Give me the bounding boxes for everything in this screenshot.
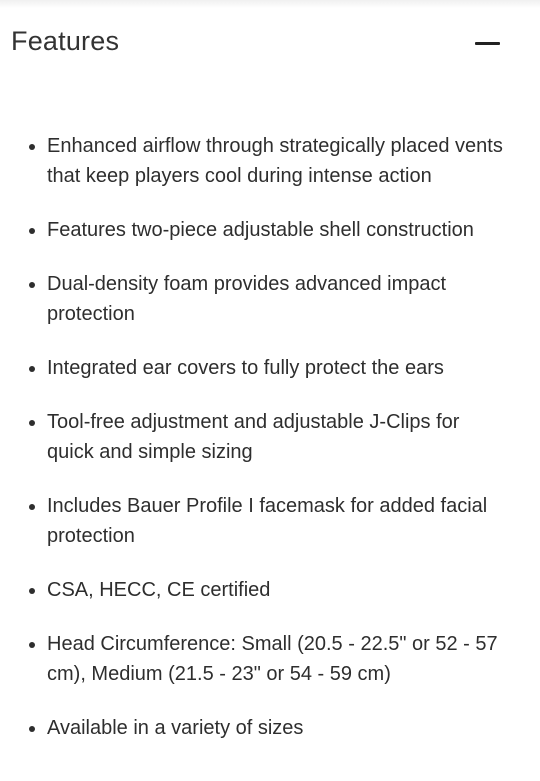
minus-icon xyxy=(475,42,500,45)
feature-text: Dual-density foam provides advanced impact protection xyxy=(47,273,447,325)
bullet-icon xyxy=(29,588,35,594)
feature-item xyxy=(0,575,540,605)
feature-text: Features two-piece adjustable shell construction xyxy=(47,219,474,241)
feature-text: Includes Bauer Profile I facemask for added facial protection xyxy=(47,495,488,547)
features-accordion-header[interactable] xyxy=(0,18,540,68)
bullet-icon xyxy=(29,282,35,288)
feature-text: Enhanced airflow through strategically placed vents that keep players cool during intense action xyxy=(47,135,503,187)
feature-item xyxy=(0,629,540,689)
bullet-icon xyxy=(29,366,35,372)
feature-item xyxy=(0,407,540,467)
feature-text: CSA, HECC, CE certified xyxy=(47,579,271,601)
feature-text: Available in a variety of sizes xyxy=(47,717,304,739)
bullet-icon xyxy=(29,726,35,732)
bullet-icon xyxy=(29,504,35,510)
feature-text: Integrated ear covers to fully protect the ears xyxy=(47,357,444,379)
bullet-icon xyxy=(29,420,35,426)
feature-text: Tool-free adjustment and adjustable J-Clips for quick and simple sizing xyxy=(47,411,460,463)
feature-item xyxy=(0,269,540,329)
feature-item xyxy=(0,353,540,383)
feature-item xyxy=(0,215,540,245)
feature-text: Head Circumference: Small (20.5 - 22.5" or 52 - 57 cm), Medium (21.5 - 23" or 54 - 59 cm) xyxy=(47,633,498,685)
feature-item xyxy=(0,713,540,743)
collapse-toggle-button[interactable] xyxy=(470,26,506,60)
bullet-icon xyxy=(29,642,35,648)
bullet-icon xyxy=(29,228,35,234)
feature-item xyxy=(0,491,540,551)
section-title: Features xyxy=(11,26,120,56)
feature-item xyxy=(0,131,540,191)
feature-list xyxy=(0,131,540,767)
top-divider-shadow xyxy=(0,0,540,8)
bullet-icon xyxy=(29,144,35,150)
